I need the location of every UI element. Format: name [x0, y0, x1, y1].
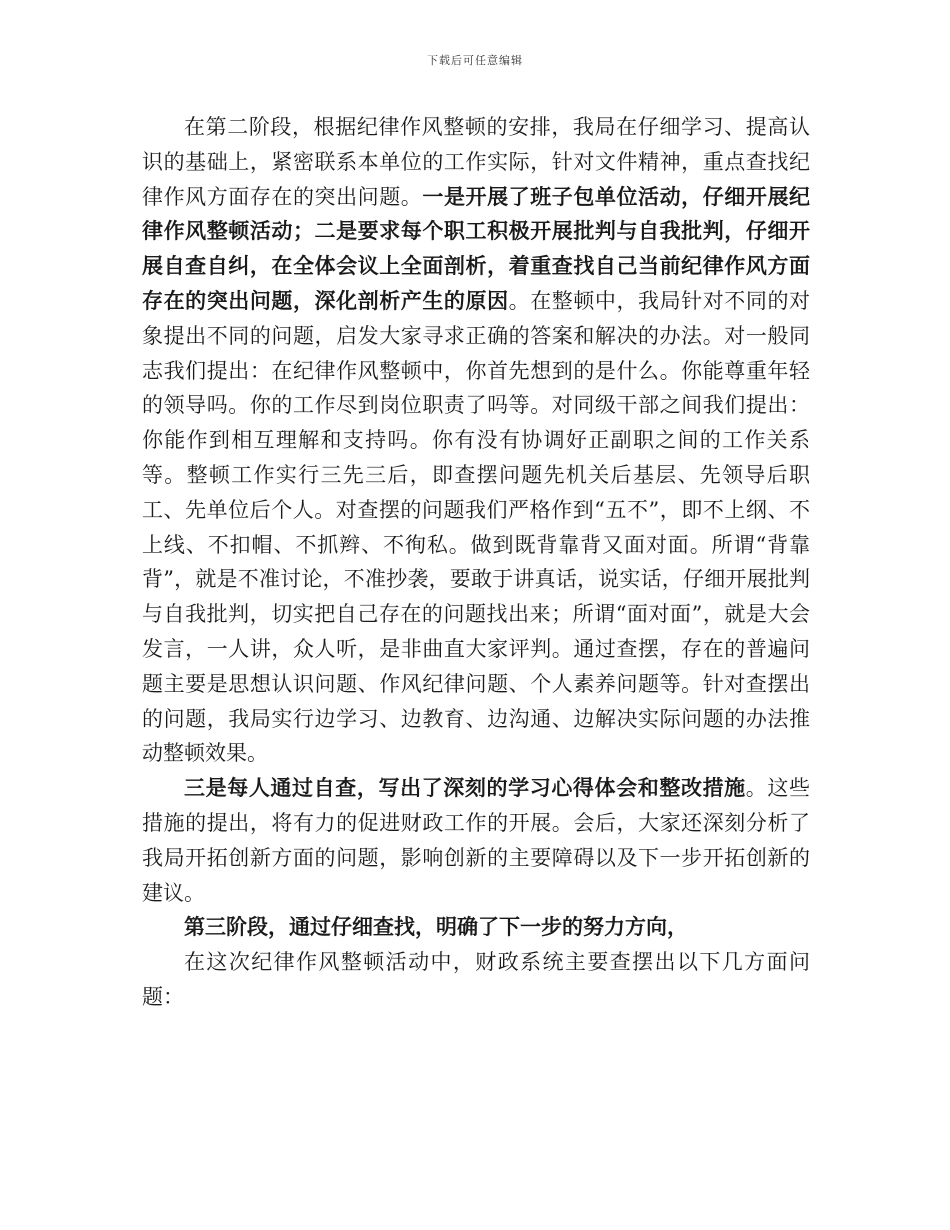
bold-text-segment: 三是每人通过自查，写出了深刻的学习心得体会和整改措施	[184, 775, 746, 801]
paragraph-point-three	[142, 771, 810, 910]
paragraph-stage-two	[142, 110, 810, 771]
text-segment: 在第二阶段，根据纪律作风整顿的安排，我局在仔细学习、提高认识的基础上，紧密联系本单位的工作实际，针对文件精神，重点查找纪律作风方面存在的突出问题。	[142, 115, 810, 209]
bold-text-segment: 第三阶段，通过仔细查找，明确了下一步的努力方向，	[184, 914, 688, 940]
text-segment: 在这次纪律作风整顿活动中，财政系统主要查摆出以下几方面问题：	[142, 950, 810, 1009]
document-body	[142, 110, 810, 1015]
paragraph-problems-intro	[142, 945, 810, 1015]
bold-text-segment: 一是开展了班子包单位活动，仔细开展纪律作风整顿活动；二是要求每个职工积极开展批判与自我批判，仔细开展自查自纠，在全体会议上全面剖析，着重查找自己当前纪律作风方面存在的突出问题，深化剖析产生的原因	[142, 183, 811, 313]
text-segment: 。在整顿中，我局针对不同的对象提出不同的问题，启发大家寻求正确的答案和解决的办法。对一般同志我们提出：在纪律作风整顿中，你首先想到的是什么。你能尊重年轻的领导吗。你的工作尽到岗位职责了吗等。对同级干部之间我们提出：你能作到相互理解和支持吗。你有没有协调好正副职之间的工作关系等。整顿工作实行三先三后，即查摆问题先机关后基层、先领导后职工、先单位后个人。对查摆的问题我们严格作到“五不”，即不上纲、不上线、不扣帽、不抓辫、不徇私。做到既背靠背又面对面。所谓“背靠背”，就是不准讨论，不准抄袭，要敢于讲真话，说实话，仔细开展批判与自我批判，切实把自己存在的问题找出来；所谓“面对面”，就是大会发言，一人讲，众人听，是非曲直大家评判。通过查摆，存在的普遍问题主要是思想认识问题、作风纪律问题、个人素养问题等。针对查摆出的问题，我局实行边学习、边教育、边沟通、边解决实际问题的办法推动整顿效果。	[142, 288, 811, 766]
text-segment: 。这些措施的提出，将有力的促进财政工作的开展。会后，大家还深刻分析了我局开拓创新方面的问题，影响创新的主要障碍以及下一步开拓创新的建议。	[142, 776, 811, 905]
paragraph-stage-three-heading	[142, 910, 810, 945]
page-header-note: 下载后可任意编辑	[427, 54, 523, 67]
